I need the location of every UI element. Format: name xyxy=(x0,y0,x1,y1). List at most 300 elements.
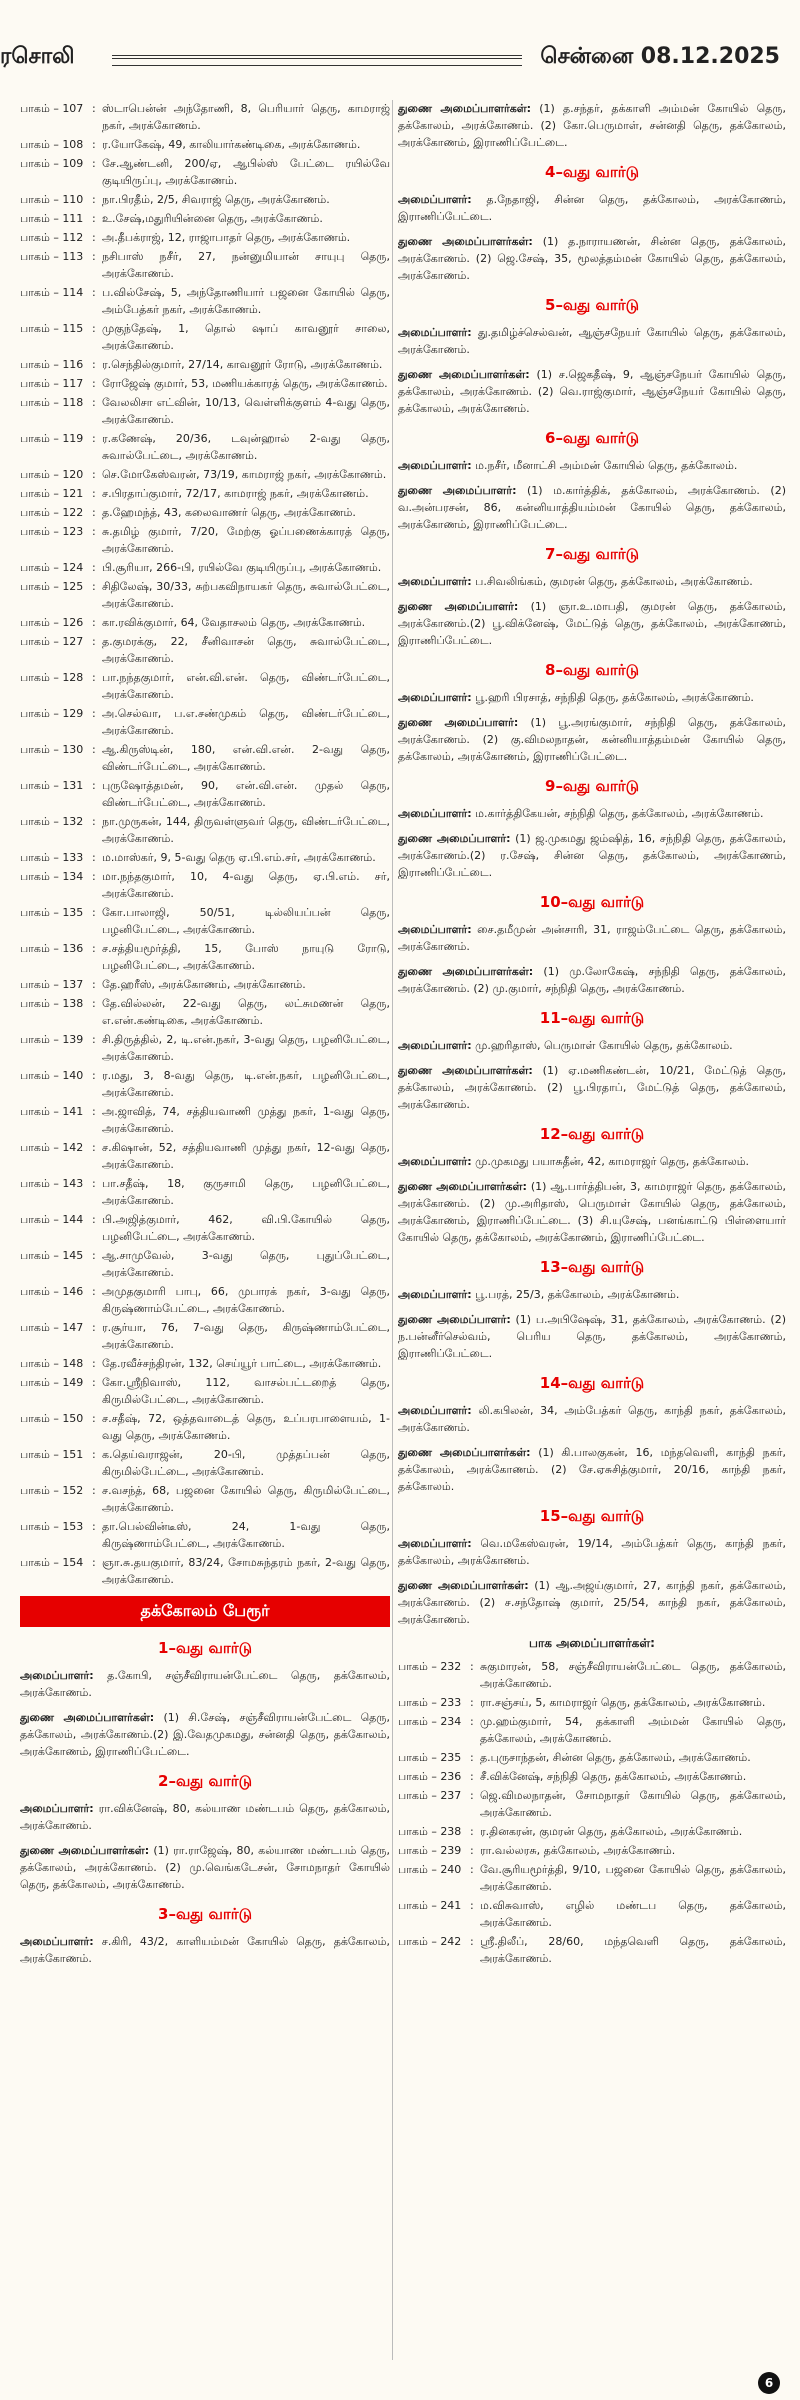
booth-organiser: த.குமரக்கு, 22, சீனிவாசன் தெரு, சுவால்பேட்டை, அரக்கோணம். xyxy=(102,635,390,665)
booth-entry xyxy=(20,1283,390,1317)
colon-separator: : xyxy=(92,671,96,684)
booth-organiser: அ.தீபக்ராஜ், 12, ராஜாபாதர் தெரு, அரக்கோணம். xyxy=(102,231,351,244)
colon-separator: : xyxy=(92,942,96,955)
booth-entry xyxy=(20,904,390,938)
page-header xyxy=(0,0,800,69)
colon-separator: : xyxy=(92,815,96,828)
booth-number: பாகம் – 113 xyxy=(20,250,84,263)
colon-separator: : xyxy=(92,322,96,335)
colon-separator: : xyxy=(92,358,96,371)
booth-number: பாகம் – 232 xyxy=(398,1660,462,1673)
ward-entry xyxy=(398,233,786,284)
booth-organiser: மு.ஹம்குமார், 54, தக்காளி அம்மன் கோயில் தெரு, தக்கோலம், அரக்கோணம். xyxy=(480,1715,786,1745)
booth-organiser: அ.செல்வா, ப.எ.சண்முகம் தெரு, விண்டர்பேட்டை, அரக்கோணம். xyxy=(102,707,390,737)
booth-number: பாகம் – 117 xyxy=(20,377,84,390)
role-label: துணை அமைப்பாளர்கள்: xyxy=(398,1446,531,1459)
booth-number: பாகம் – 136 xyxy=(20,942,84,955)
section-banner: தக்கோலம் பேரூர் xyxy=(20,1596,390,1627)
booth-organiser: ர.சூர்யா, 76, 7-வது தெரு, கிருஷ்ணாம்பேட்டை, அரக்கோணம். xyxy=(102,1321,390,1351)
role-details: ம.கார்த்திகேயன், சந்நிதி தெரு, தக்கோலம், அரக்கோணம். xyxy=(471,807,764,820)
role-details: (1) ரா.ராஜேஷ், 80, கல்யாண மண்டபம் தெரு, தக்கோலம், அரக்கோணம். (2) மு.வெங்கடேசன், சோமநாதர் கோயில் தெரு, தக்கோலம், அரக்கோணம். xyxy=(20,1844,390,1891)
masthead-title: ரசொலி xyxy=(0,44,75,69)
booth-number: பாகம் – 129 xyxy=(20,707,84,720)
ward-entry xyxy=(20,1709,390,1760)
ward-entry xyxy=(398,1402,786,1436)
role-details: (1) ஞா.உ.மாபதி, குமரன் தெரு, தக்கோலம், அரக்கோணம்.(2) பூ.விக்னேஷ், மேட்டுத் தெரு, தக்கோலம், அரக்கோணம், இராணிப்பேட்டை. xyxy=(398,600,786,647)
booth-entry xyxy=(20,1103,390,1137)
booth-entry xyxy=(20,1247,390,1281)
booth-number: பாகம் – 109 xyxy=(20,157,84,170)
ward-entry xyxy=(398,805,786,822)
booth-number: பாகம் – 234 xyxy=(398,1715,462,1728)
booth-organiser: ம.மாஸ்கர், 9, 5-வது தெரு ஏ.பி.எம்.சர், அரக்கோணம். xyxy=(102,851,376,864)
colon-separator: : xyxy=(470,1825,474,1838)
booth-entry xyxy=(20,1446,390,1480)
colon-separator: : xyxy=(92,1033,96,1046)
booth-entry xyxy=(20,430,390,464)
colon-separator: : xyxy=(92,525,96,538)
booth-organiser: ர.செந்தில்குமார், 27/14, காவனூர் ரோடு, அரக்கோணம். xyxy=(102,358,383,371)
role-label: அமைப்பாளர்: xyxy=(20,1935,94,1948)
booth-number: பாகம் – 107 xyxy=(20,102,84,115)
role-details: சை.தமீமுன் அன்சாரி, 31, ராஜம்பேட்டை தெரு, தக்கோலம், அரக்கோணம். xyxy=(398,923,786,953)
booth-organiser: சீ.விக்னேஷ், சந்நிதி தெரு, தக்கோலம், அரக்கோணம். xyxy=(480,1770,747,1783)
ward-heading: 2–வது வார்டு xyxy=(158,1772,252,1790)
role-details: த.கோபி, சஞ்சீவிராயன்பேட்டை தெரு, தக்கோலம், அரக்கோணம். xyxy=(20,1669,390,1699)
ward-heading: 12–வது வார்டு xyxy=(539,1125,645,1143)
booth-organiser: த.புருசாந்தன், சின்ன தெரு, தக்கோலம், அரக்கோணம். xyxy=(480,1751,751,1764)
colon-separator: : xyxy=(92,487,96,500)
booth-entry xyxy=(20,100,390,134)
booth-organiser: நசிபாஸ் நசீர், 27, நன்னுமியான் சாயுபு தெரு, அரக்கோணம். xyxy=(102,250,390,280)
role-details: (1) ஆ.அஜய்குமார், 27, காந்தி நகர், தக்கோலம், அரக்கோணம். (2) ச.சந்தோஷ் குமார், 25/54, காந்தி நகர், தக்கோலம், அரக்கோணம். xyxy=(398,1579,786,1626)
booth-number: பாகம் – 133 xyxy=(20,851,84,864)
booth-number: பாகம் – 147 xyxy=(20,1321,84,1334)
booth-organiser: ஸ்ரீ.திலீப், 28/60, மந்தவெளி தெரு, தக்கோலம், அரக்கோணம். xyxy=(480,1935,786,1965)
ward-entry xyxy=(398,1178,786,1246)
role-details: (1) ஆ.பார்த்திபன், 3, காமராஜர் தெரு, தக்கோலம், அரக்கோணம். (2) மு.அரிதாஸ், பெருமாள் கோயில் தெரு, தக்கோலம், அரக்கோணம், இராணிப்பேட்டை. (3) சி.யுசேஷ், பனங்காட்டு பிள்ளையார் கோயில் தெரு, தக்கோலம், அரக்கோணம், இராணிப்பேட்டை. xyxy=(398,1180,786,1244)
booth-organiser: புருஷோத்தமன், 90, என்.வி.என். முதல் தெரு, விண்டர்பேட்டை, அரக்கோணம். xyxy=(102,779,390,809)
booth-entry xyxy=(20,1355,390,1372)
booth-organiser: ப.வில்சேஷ், 5, அந்தோணியார் பஜனை கோயில் தெரு, அம்பேத்கர் நகர், அரக்கோணம். xyxy=(102,286,390,316)
booth-entry xyxy=(20,995,390,1029)
role-details: (1) பூ.அரங்குமார், சந்நிதி தெரு, தக்கோலம், அரக்கோணம். (2) கு.விமலநாதன், கன்னியாத்தம்மன் கோயில் தெரு, தக்கோலம், அரக்கோணம், இராணிப்பேட்டை. xyxy=(398,716,786,763)
role-details: த.நேதாஜி, சின்ன தெரு, தக்கோலம், அரக்கோணம், இராணிப்பேட்டை. xyxy=(398,193,786,223)
booth-organiser: அமுதகுமாரி பாபு, 66, முபாரக் நகர், 3-வது தெரு, கிருஷ்ணாம்பேட்டை, அரக்கோணம். xyxy=(102,1285,390,1315)
colon-separator: : xyxy=(92,1285,96,1298)
ward-entry xyxy=(398,1153,786,1170)
role-label: அமைப்பாளர்: xyxy=(398,807,472,820)
booth-number: பாகம் – 149 xyxy=(20,1376,84,1389)
booth-number: பாகம் – 236 xyxy=(398,1770,462,1783)
booth-entry xyxy=(398,1713,786,1747)
colon-separator: : xyxy=(92,1321,96,1334)
booth-number: பாகம் – 141 xyxy=(20,1105,84,1118)
booth-entry xyxy=(398,1823,786,1840)
colon-separator: : xyxy=(92,1177,96,1190)
ward-entry xyxy=(398,1535,786,1569)
ward-entry xyxy=(398,482,786,533)
colon-separator: : xyxy=(92,616,96,629)
colon-separator: : xyxy=(92,1520,96,1533)
role-details: பூ.பரத், 25/3, தக்கோலம், அரக்கோணம். xyxy=(471,1288,680,1301)
role-details: (1) ஜ.முகமது ஜம்ஷித், 16, சந்நிதி தெரு, தக்கோலம், அரக்கோணம்.(2) ர.சேஷ், சின்ன தெரு, தக்கோலம், அரக்கோணம், இராணிப்பேட்டை. xyxy=(398,832,786,879)
booth-number: பாகம் – 139 xyxy=(20,1033,84,1046)
booth-organiser: ஸ்டாபென்ன் அந்தோணி, 8, பெரியார் தெரு, காமராஜ் நகர், அரக்கோணம். xyxy=(102,102,390,132)
role-label: அமைப்பாளர்: xyxy=(398,459,472,472)
booth-entry xyxy=(20,633,390,667)
booth-number: பாகம் – 126 xyxy=(20,616,84,629)
booth-number: பாகம் – 125 xyxy=(20,580,84,593)
colon-separator: : xyxy=(92,978,96,991)
role-details: மு.ஹரிதாஸ், பெருமாள் கோயில் தெரு, தக்கோலம். xyxy=(471,1039,733,1052)
role-label: துணை அமைப்பாளர்கள்: xyxy=(398,235,533,248)
colon-separator: : xyxy=(92,743,96,756)
booth-organiser: ஜெ.விமலநாதன், சோமநாதர் கோயில் தெரு, தக்கோலம், அரக்கோணம். xyxy=(480,1789,786,1819)
ward-entry xyxy=(20,1667,390,1701)
role-details: வெ.மகேஸ்வரன், 19/14, அம்பேத்கர் தெரு, காந்தி நகர், தக்கோலம், அரக்கோணம். xyxy=(398,1537,786,1567)
edition-date: சென்னை 08.12.2025 xyxy=(540,44,780,69)
booth-entry xyxy=(398,1658,786,1692)
ward-heading: 8–வது வார்டு xyxy=(545,661,639,679)
booth-organiser: ச.சதீஷ், 72, ஒத்தவாடைத் தெரு, உப்பரபாளையம், 1-வது தெரு, அரக்கோணம். xyxy=(102,1412,390,1442)
booth-organiser: சி.திருத்தில், 2, டி.என்.நகர், 3-வது தெரு, பழனிபேட்டை, அரக்கோணம். xyxy=(102,1033,390,1063)
colon-separator: : xyxy=(92,396,96,409)
booth-organiser: தே.வில்லன், 22-வது தெரு, லட்சுமணன் தெரு, எ.என்.கண்டிகை, அரக்கோணம். xyxy=(102,997,390,1027)
ward-heading: 6–வது வார்டு xyxy=(545,429,639,447)
booth-number: பாகம் – 122 xyxy=(20,506,84,519)
booth-entry xyxy=(398,1749,786,1766)
booth-organiser: ச.வசந்த், 68, பஜனை கோயில் தெரு, கிருமில்பேட்டை, அரக்கோணம். xyxy=(102,1484,390,1514)
booth-entry xyxy=(398,1933,786,1967)
booth-entry xyxy=(398,1787,786,1821)
booth-entry xyxy=(20,868,390,902)
booth-number: பாகம் – 238 xyxy=(398,1825,462,1838)
role-label: அமைப்பாளர்: xyxy=(398,1288,472,1301)
booth-number: பாகம் – 132 xyxy=(20,815,84,828)
booth-entry xyxy=(20,229,390,246)
booth-number: பாகம் – 135 xyxy=(20,906,84,919)
booth-entry xyxy=(20,1319,390,1353)
booth-number: பாகம் – 123 xyxy=(20,525,84,538)
booth-entry xyxy=(398,1861,786,1895)
booth-entry xyxy=(20,777,390,811)
colon-separator: : xyxy=(92,1376,96,1389)
role-label: அமைப்பாளர்: xyxy=(398,691,472,704)
booth-entry xyxy=(20,1482,390,1516)
ward-entry xyxy=(398,1444,786,1495)
colon-separator: : xyxy=(470,1715,474,1728)
booth-entry xyxy=(398,1897,786,1931)
booth-organiser: நா.முருகன், 144, திருவள்ளுவர் தெரு, விண்டர்பேட்டை, அரக்கோணம். xyxy=(102,815,390,845)
colon-separator: : xyxy=(92,851,96,864)
booth-entry xyxy=(20,1067,390,1101)
booth-entry xyxy=(20,940,390,974)
booth-number: பாகம் – 235 xyxy=(398,1751,462,1764)
booth-entry xyxy=(20,976,390,993)
colon-separator: : xyxy=(92,1141,96,1154)
right-column xyxy=(398,100,786,2360)
role-label: அமைப்பாளர்: xyxy=(398,923,472,936)
role-label: அமைப்பாளர்: xyxy=(398,1039,472,1052)
colon-separator: : xyxy=(92,157,96,170)
booth-organiser: நா.பிரதீம், 2/5, சிவராஜ் தெரு, அரக்கோணம். xyxy=(102,193,330,206)
colon-separator: : xyxy=(92,1105,96,1118)
booth-entry xyxy=(20,248,390,282)
booth-organiser: வே.சூரியமூர்த்தி, 9/10, பஜனை கோயில் தெரு, தக்கோலம், அரக்கோணம். xyxy=(480,1863,786,1893)
ward-entry xyxy=(398,1037,786,1054)
booth-number: பாகம் – 138 xyxy=(20,997,84,1010)
ward-entry xyxy=(398,830,786,881)
booth-number: பாகம் – 140 xyxy=(20,1069,84,1082)
role-details: (1) கி.பாலகுகன், 16, மந்தவெளி, காந்தி நகர், தக்கோலம், அரக்கோணம். (2) சே.ஏசுசித்குமார், 20/16, காந்தி நகர், தக்கோலம். xyxy=(398,1446,786,1493)
booth-organiser: ர.கணேஷ், 20/36, டவுன்ஹால் 2-வது தெரு, சுவால்பேட்டை, அரக்கோணம். xyxy=(102,432,390,462)
booth-entry xyxy=(20,813,390,847)
role-label: துணை அமைப்பாளர்கள்: xyxy=(398,368,530,381)
colon-separator: : xyxy=(470,1696,474,1709)
role-label: அமைப்பாளர்: xyxy=(398,1537,472,1550)
booth-entry xyxy=(20,669,390,703)
ward-heading: 3–வது வார்டு xyxy=(158,1905,252,1923)
role-label: துணை அமைப்பாளர்: xyxy=(398,484,517,497)
role-details: ப.சிவலிங்கம், குமரன் தெரு, தக்கோலம், அரக்கோணம். xyxy=(471,575,753,588)
role-details: (1) த.சந்தர், தக்காளி அம்மன் கோயில் தெரு, தக்கோலம், அரக்கோணம். (2) கோ.பெருமாள், சன்னதி தெரு, தக்கோலம், அரக்கோணம், இராணிப்பேட்டை. xyxy=(398,102,786,149)
booth-entry xyxy=(20,466,390,483)
role-label: துணை அமைப்பாளர்கள்: xyxy=(398,965,534,978)
colon-separator: : xyxy=(470,1935,474,1948)
booth-entry xyxy=(20,1518,390,1552)
booth-entry xyxy=(20,1410,390,1444)
colon-separator: : xyxy=(92,250,96,263)
booth-number: பாகம் – 240 xyxy=(398,1863,462,1876)
booth-organiser: கோ.ஸ்ரீநிவாஸ், 112, வாசல்பட்டறைத் தெரு, கிருமில்பேட்டை, அரக்கோணம். xyxy=(102,1376,390,1406)
booth-number: பாகம் – 145 xyxy=(20,1249,84,1262)
ward-entry xyxy=(398,689,786,706)
colon-separator: : xyxy=(92,707,96,720)
ward-entry xyxy=(398,1062,786,1113)
booth-number: பாகம் – 148 xyxy=(20,1357,84,1370)
booth-entry xyxy=(20,578,390,612)
booth-organiser: வேலலிசா எட்வின், 10/13, வெள்ளிக்குளம் 4-வது தெரு, அரக்கோணம். xyxy=(102,396,390,426)
ward-heading: 9–வது வார்டு xyxy=(545,777,639,795)
ward-entry xyxy=(398,366,786,417)
left-column xyxy=(20,100,390,2360)
booth-organiser: ர.தினகரன், குமரன் தெரு, தக்கோலம், அரக்கோணம். xyxy=(480,1825,743,1838)
colon-separator: : xyxy=(92,1556,96,1569)
booth-organiser: க.தெய்வராஜன், 20-பி, முத்தப்பன் தெரு, கிருமில்பேட்டை, அரக்கோணம். xyxy=(102,1448,390,1478)
booth-organiser: ஆ.சாமுவேல், 3-வது தெரு, புதுப்பேட்டை, அரக்கோணம். xyxy=(102,1249,390,1279)
role-label: துணை அமைப்பாளர்கள்: xyxy=(20,1844,150,1857)
booth-organiser: மா.நந்தகுமார், 10, 4-வது தெரு, ஏ.பி.எம். சர், அரக்கோணம். xyxy=(102,870,390,900)
booth-number: பாகம் – 237 xyxy=(398,1789,462,1802)
role-details: (1) த.நாராயணன், சின்ன தெரு, தக்கோலம், அரக்கோணம். (2) ஜெ.சேஷ், 35, மூலத்தம்மன் கோயில் தெரு, தக்கோலம், அரக்கோணம். xyxy=(398,235,786,282)
booth-entry xyxy=(20,485,390,502)
booth-entry xyxy=(398,1768,786,1785)
booth-entry xyxy=(20,614,390,631)
booth-number: பாகம் – 127 xyxy=(20,635,84,648)
role-details: (1) ம.கார்த்திக், தக்கோலம், அரக்கோணம். (2) வ.அன்பரசன், 86, கன்னியாத்தியம்மன் கோயில் தெரு, தக்கோலம், அரக்கோணம், இராணிப்பேட்டை. xyxy=(398,484,786,531)
colon-separator: : xyxy=(92,193,96,206)
colon-separator: : xyxy=(92,377,96,390)
booth-number: பாகம் – 121 xyxy=(20,487,84,500)
ward-entry xyxy=(20,1933,390,1967)
booth-number: பாகம் – 152 xyxy=(20,1484,84,1497)
booth-organiser: பி.அஜித்குமார், 462, வி.பி.கோயில் தெரு, பழனிபேட்டை, அரக்கோணம். xyxy=(102,1213,390,1243)
colon-separator: : xyxy=(92,286,96,299)
colon-separator: : xyxy=(92,635,96,648)
ward-heading: 14–வது வார்டு xyxy=(539,1374,645,1392)
booth-organiser: சுகுமாரன், 58, சஞ்சீவிராயன்பேட்டை தெரு, தக்கோலம், அரக்கோணம். xyxy=(480,1660,786,1690)
booth-organiser: ஆ.கிருஸ்டின், 180, என்.வி.என். 2-வது தெரு, விண்டர்பேட்டை, அரக்கோணம். xyxy=(102,743,390,773)
colon-separator: : xyxy=(92,138,96,151)
colon-separator: : xyxy=(92,1213,96,1226)
colon-separator: : xyxy=(92,1412,96,1425)
colon-separator: : xyxy=(92,102,96,115)
booth-organiser: தா.பெல்வின்டீஸ், 24, 1-வது தெரு, கிருஷ்ணாம்பேட்டை, அரக்கோணம். xyxy=(102,1520,390,1550)
booth-entry xyxy=(20,741,390,775)
booth-number: பாகம் – 112 xyxy=(20,231,84,244)
role-label: துணை அமைப்பாளர்: xyxy=(398,832,511,845)
booth-organiser: பா.சதீஷ், 18, குருசாமி தெரு, பழனிபேட்டை, அரக்கோணம். xyxy=(102,1177,390,1207)
role-details: மு.முகமது பயாசுதீன், 42, காமராஜர் தெரு, தக்கோலம். xyxy=(471,1155,750,1168)
booth-entry xyxy=(20,394,390,428)
booth-number: பாகம் – 151 xyxy=(20,1448,84,1461)
role-details: து.தமிழ்ச்செல்வன், ஆஞ்சநேயர் கோயில் தெரு, தக்கோலம், அரக்கோணம். xyxy=(398,326,786,356)
ward-entry xyxy=(398,1286,786,1303)
ward-entry xyxy=(398,100,786,151)
booth-organiser: தே.ஹரீஸ், அரக்கோணம், அரக்கோணம். xyxy=(102,978,306,991)
booth-entry xyxy=(398,1694,786,1711)
ward-entry xyxy=(20,1800,390,1834)
colon-separator: : xyxy=(92,1069,96,1082)
colon-separator: : xyxy=(92,432,96,445)
colon-separator: : xyxy=(470,1751,474,1764)
role-details: (1) ஏ.மணிகண்டன், 10/21, மேட்டுத் தெரு, தக்கோலம், அரக்கோணம். (2) பூ.பிரதாப், மேட்டுத் தெரு, தக்கோலம், அரக்கோணம். xyxy=(398,1064,786,1111)
role-details: ரா.விக்னேஷ், 80, கல்யாண மண்டபம் தெரு, தக்கோலம், அரக்கோணம். xyxy=(20,1802,390,1832)
role-details: ம.நசீர், மீனாட்சி அம்மன் கோயில் தெரு, தக்கோலம். xyxy=(471,459,738,472)
booth-number: பாகம் – 131 xyxy=(20,779,84,792)
booth-entry xyxy=(20,523,390,557)
ward-entry xyxy=(398,324,786,358)
booth-organiser: பா.நந்தகுமார், என்.வி.என். தெரு, விண்டர்பேட்டை, அரக்கோணம். xyxy=(102,671,390,701)
booth-entry xyxy=(20,210,390,227)
booth-entry xyxy=(20,849,390,866)
ward-heading: 7–வது வார்டு xyxy=(545,545,639,563)
booth-number: பாகம் – 241 xyxy=(398,1899,462,1912)
colon-separator: : xyxy=(92,1357,96,1370)
role-label: துணை அமைப்பாளர்கள்: xyxy=(398,1180,527,1193)
booth-organiser: சிதிலேஷ், 30/33, சுற்பகவிநாயகர் தெரு, சுவால்பேட்டை, அரக்கோணம். xyxy=(102,580,390,610)
booth-number: பாகம் – 134 xyxy=(20,870,84,883)
role-label: துணை அமைப்பாளர்கள்: xyxy=(398,102,532,115)
booth-organiser: ச.கிஷான், 52, சத்தியவாணி முத்து நகர், 12-வது தெரு, அரக்கோணம். xyxy=(102,1141,390,1171)
booth-number: பாகம் – 143 xyxy=(20,1177,84,1190)
colon-separator: : xyxy=(470,1789,474,1802)
booth-organiser: அ.ஜாவித், 74, சத்தியவாணி முத்து நகர், 1-வது தெரு, அரக்கோணம். xyxy=(102,1105,390,1135)
colon-separator: : xyxy=(92,580,96,593)
booth-organiser: ரா.வல்லரசு, தக்கோலம், அரக்கோணம். xyxy=(480,1844,676,1857)
colon-separator: : xyxy=(92,1448,96,1461)
role-details: லி.கபிலன், 34, அம்பேத்கர் தெரு, காந்தி நகர், தக்கோலம், அரக்கோணம். xyxy=(398,1404,786,1434)
booth-number: பாகம் – 111 xyxy=(20,212,84,225)
colon-separator: : xyxy=(92,779,96,792)
booth-organiser: ச.சத்தியமூர்த்தி, 15, போஸ் நாயுடு ரோடு, பழனிபேட்டை, அரக்கோணம். xyxy=(102,942,390,972)
booth-organisers-heading: பாக அமைப்பாளர்கள்: xyxy=(529,1636,655,1650)
column-divider xyxy=(392,100,393,2360)
booth-number: பாகம் – 142 xyxy=(20,1141,84,1154)
booth-number: பாகம் – 153 xyxy=(20,1520,84,1533)
booth-number: பாகம் – 114 xyxy=(20,286,84,299)
booth-entry xyxy=(20,705,390,739)
booth-entry xyxy=(20,136,390,153)
booth-number: பாகம் – 137 xyxy=(20,978,84,991)
booth-organiser: பி.சூரியா, 266-பி, ரயில்வே குடியிருப்பு, அரக்கோணம். xyxy=(102,561,382,574)
booth-entry xyxy=(20,1374,390,1408)
booth-organiser: உ.சேஷ்,மதுரியின்னை தெரு, அரக்கோணம். xyxy=(102,212,323,225)
role-label: துணை அமைப்பாளர்கள்: xyxy=(20,1711,155,1724)
booth-number: பாகம் – 239 xyxy=(398,1844,462,1857)
ward-entry xyxy=(398,598,786,649)
booth-entry xyxy=(20,191,390,208)
ward-entry xyxy=(398,457,786,474)
colon-separator: : xyxy=(92,997,96,1010)
booth-number: பாகம் – 110 xyxy=(20,193,84,206)
booth-number: பாகம் – 144 xyxy=(20,1213,84,1226)
booth-entry xyxy=(20,155,390,189)
ward-heading: 4–வது வார்டு xyxy=(545,163,639,181)
colon-separator: : xyxy=(92,506,96,519)
role-label: துணை அமைப்பாளர்கள்: xyxy=(398,1579,529,1592)
ward-entry xyxy=(398,1311,786,1362)
role-label: அமைப்பாளர்: xyxy=(398,193,472,206)
ward-entry xyxy=(398,921,786,955)
role-label: அமைப்பாளர்: xyxy=(20,1669,94,1682)
booth-number: பாகம் – 124 xyxy=(20,561,84,574)
role-label: அமைப்பாளர்: xyxy=(398,1155,472,1168)
colon-separator: : xyxy=(470,1770,474,1783)
booth-entry xyxy=(20,356,390,373)
colon-separator: : xyxy=(92,231,96,244)
booth-number: பாகம் – 119 xyxy=(20,432,84,445)
role-label: துணை அமைப்பாளர்: xyxy=(398,600,519,613)
booth-entry xyxy=(20,1031,390,1065)
booth-organiser: சே.ஆண்டனி, 200/ஏ, ஆபில்ஸ் பேட்டை ரயில்வே குடியிருப்பு, அரக்கோணம். xyxy=(102,157,390,187)
booth-entry xyxy=(20,1175,390,1209)
booth-entry xyxy=(20,504,390,521)
colon-separator: : xyxy=(92,870,96,883)
role-label: அமைப்பாளர்: xyxy=(398,1404,472,1417)
booth-organiser: கோ.பாலாஜி, 50/51, டில்லியப்பன் தெரு, பழனிபேட்டை, அரக்கோணம். xyxy=(102,906,390,936)
booth-organiser: ர.மது, 3, 8-வது தெரு, டி.என்.நகர், பழனிபேட்டை, அரக்கோணம். xyxy=(102,1069,390,1099)
ward-entry xyxy=(398,1577,786,1628)
booth-number: பாகம் – 242 xyxy=(398,1935,462,1948)
ward-heading: 1–வது வார்டு xyxy=(158,1639,252,1657)
booth-entry xyxy=(20,1139,390,1173)
booth-organiser: சு.தமிழ் குமார், 7/20, மேற்கு ஓப்பணைக்காரத் தெரு, அரக்கோணம். xyxy=(102,525,390,555)
booth-entry xyxy=(20,284,390,318)
booth-organiser: த.ஹேமந்த், 43, கலைவாணர் தெரு, அரக்கோணம். xyxy=(102,506,356,519)
ward-entry xyxy=(398,573,786,590)
role-details: (1) சி.சேஷ், சஞ்சீவிராயன்பேட்டை தெரு, தக்கோலம், அரக்கோணம்.(2) இ.வேதமுகமது, சன்னதி தெரு, தக்கோலம், அரக்கோணம், இராணிப்பேட்டை. xyxy=(20,1711,390,1758)
booth-organiser: கா.ரவிக்குமார், 64, வேதாசலம் தெரு, அரக்கோணம். xyxy=(102,616,366,629)
ward-entry xyxy=(398,191,786,225)
role-details: ச.கிரி, 43/2, காளியம்மன் கோயில் தெரு, தக்கோலம், அரக்கோணம். xyxy=(20,1935,390,1965)
role-label: அமைப்பாளர்: xyxy=(398,326,472,339)
role-label: அமைப்பாளர்: xyxy=(20,1802,94,1815)
role-label: துணை அமைப்பாளர்: xyxy=(398,1313,511,1326)
ward-heading: 15–வது வார்டு xyxy=(539,1507,645,1525)
colon-separator: : xyxy=(92,1484,96,1497)
